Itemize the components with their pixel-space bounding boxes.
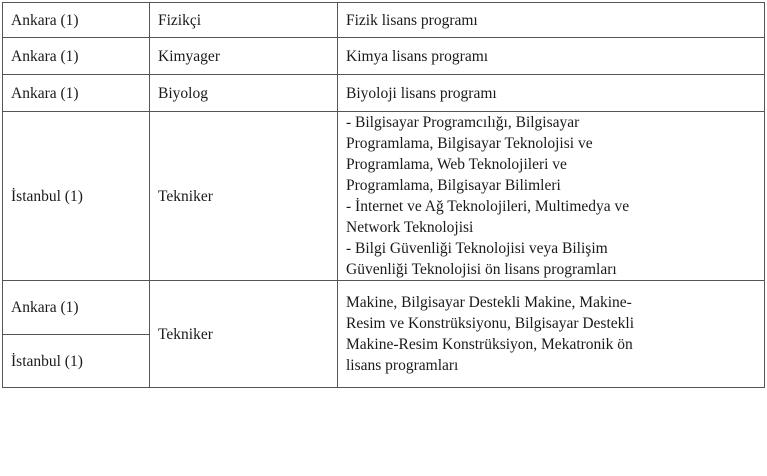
requirement-line: Makine, Bilgisayar Destekli Makine, Makine- xyxy=(346,294,632,311)
requirement-line: - Bilgisayar Programcılığı, Bilgisayar xyxy=(346,114,580,131)
requirement-line: - İnternet ve Ağ Teknolojileri, Multimedya ve xyxy=(346,198,630,215)
city-cell: İstanbul (1) xyxy=(3,112,150,281)
requirement-cell: Fizik lisans programı xyxy=(338,3,765,38)
requirement-line: Programlama, Bilgisayar Bilimleri xyxy=(346,177,561,194)
city-cell: Ankara (1) xyxy=(3,3,150,38)
requirement-cell xyxy=(338,112,765,281)
table-row xyxy=(3,3,765,38)
requirement-cell: Kimya lisans programı xyxy=(338,38,765,75)
requirement-line: Programlama, Bilgisayar Teknolojisi ve xyxy=(346,135,593,152)
table-row xyxy=(3,281,765,335)
title-cell: Fizikçi xyxy=(150,3,338,38)
title-cell: Biyolog xyxy=(150,75,338,112)
table-row xyxy=(3,75,765,112)
requirement-cell xyxy=(338,281,765,388)
city-cell: İstanbul (1) xyxy=(3,335,150,388)
requirement-line: - Bilgi Güvenliği Teknolojisi veya Bilişim xyxy=(346,240,608,257)
title-cell: Tekniker xyxy=(150,281,338,388)
requirement-line: Resim ve Konstrüksiyonu, Bilgisayar Destekli xyxy=(346,315,635,332)
city-cell: Ankara (1) xyxy=(3,75,150,112)
requirement-cell: Biyoloji lisans programı xyxy=(338,75,765,112)
requirement-line: Makine-Resim Konstrüksiyon, Mekatronik ön xyxy=(346,336,633,353)
table-row xyxy=(3,38,765,75)
city-cell: Ankara (1) xyxy=(3,281,150,335)
title-cell: Kimyager xyxy=(150,38,338,75)
positions-table xyxy=(2,2,765,388)
city-cell: Ankara (1) xyxy=(3,38,150,75)
table-row xyxy=(3,112,765,281)
title-cell: Tekniker xyxy=(150,112,338,281)
requirement-line: Güvenliği Teknolojisi ön lisans programları xyxy=(346,261,617,278)
requirement-line: Programlama, Web Teknolojileri ve xyxy=(346,156,567,173)
requirement-line: Network Teknolojisi xyxy=(346,219,474,236)
requirement-line: lisans programları xyxy=(346,357,459,374)
